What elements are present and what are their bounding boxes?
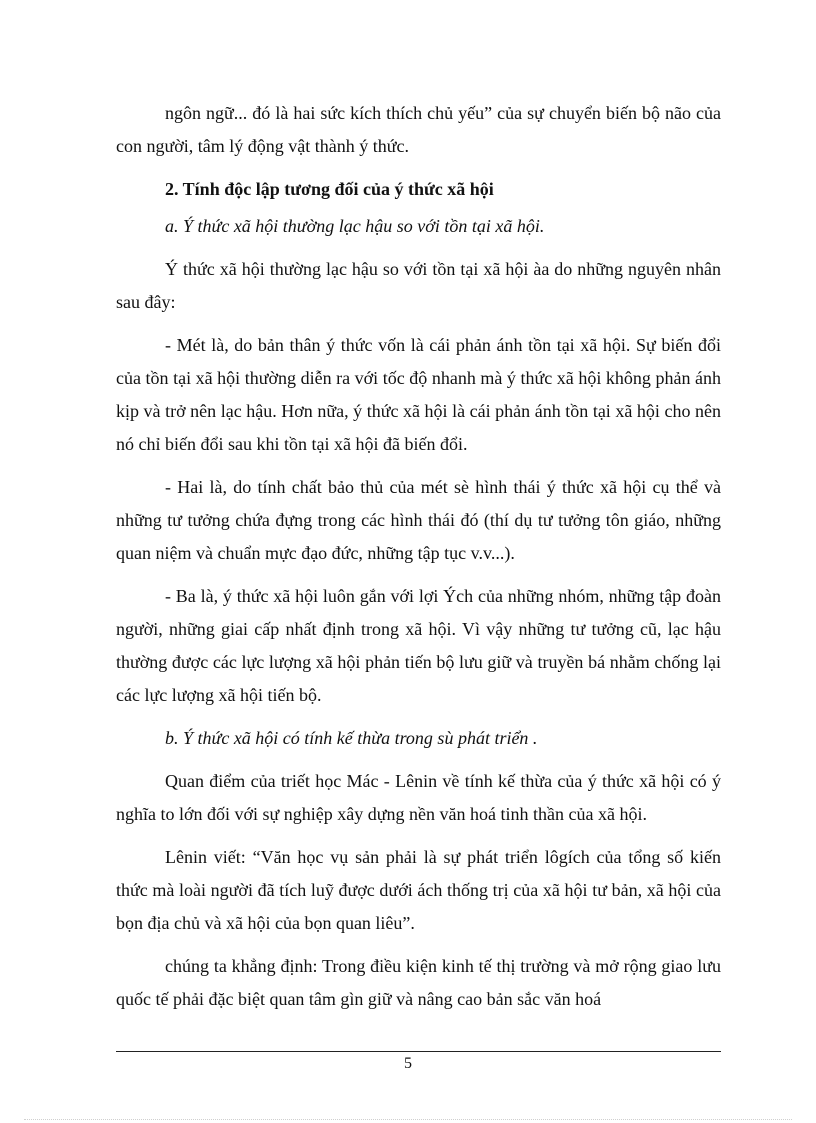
page-number: 5: [404, 1055, 412, 1072]
paragraph-7: Lênin viết: “Văn học vụ sản phải là sự phát triển lôgích của tổng số kiến thức mà loài người đã tích luỹ được dưới ách thống trị của xã hội tư bản, xã hội của bọn địa chủ và xã hội của bọn quan liêu”.: [116, 847, 721, 933]
footer-divider: [116, 1051, 721, 1052]
paragraph-6: Quan điểm của triết học Mác - Lênin về tính kế thừa của ý thức xã hội có ý nghĩa to lớn đối với sự nghiệp xây dựng nền văn hoá tinh thần của xã hội.: [116, 771, 721, 824]
paragraph-5: - Ba là, ý thức xã hội luôn gắn với lợi Ých của những nhóm, những tập đoàn người, những giai cấp nhất định trong xã hội. Vì vậy những tư tưởng cũ, lạc hậu thường được các lực lượng xã hội phản tiến bộ lưu giữ và truyền bá nhằm chống lại các lực lượng xã hội tiến bộ.: [116, 586, 721, 705]
body-text: [116, 97, 721, 1026]
paragraph-1: ngôn ngữ... đó là hai sức kích thích chủ yếu” của sự chuyển biến bộ não của con người, tâm lý động vật thành ý thức.: [116, 103, 721, 156]
paragraph-8: chúng ta khẳng định: Trong điều kiện kinh tế thị trường và mở rộng giao lưu quốc tế phải đặc biệt quan tâm gìn giữ và nâng cao bản sắc văn hoá: [116, 956, 721, 1009]
subsection-heading-b: b. Ý thức xã hội có tính kế thừa trong sù phát triển .: [165, 728, 538, 748]
paragraph-4: - Hai là, do tính chất bảo thủ của mét sè hình thái ý thức xã hội cụ thể và những tư tưởng chứa đựng trong các hình thái đó (thí dụ tư tưởng tôn giáo, những quan niệm và chuẩn mực đạo đức, những tập tục v.v...).: [116, 477, 721, 563]
paragraph-2: Ý thức xã hội thường lạc hậu so với tồn tại xã hội àa do những nguyên nhân sau đây:: [116, 259, 721, 312]
subsection-heading-a: a. Ý thức xã hội thường lạc hậu so với tồn tại xã hội.: [165, 216, 545, 236]
page-break-line: [24, 1119, 792, 1120]
section-heading: 2. Tính độc lập tương đối của ý thức xã hội: [165, 179, 494, 199]
paragraph-3: - Mét là, do bản thân ý thức vốn là cái phản ánh tồn tại xã hội. Sự biến đổi của tồn tại xã hội thường diễn ra với tốc độ nhanh mà ý thức xã hội không phản ánh kịp và trở nên lạc hậu. Hơn nữa, ý thức xã hội là cái phản ánh tồn tại xã hội cho nên nó chỉ biến đổi sau khi tồn tại xã hội đã biến đổi.: [116, 335, 721, 454]
